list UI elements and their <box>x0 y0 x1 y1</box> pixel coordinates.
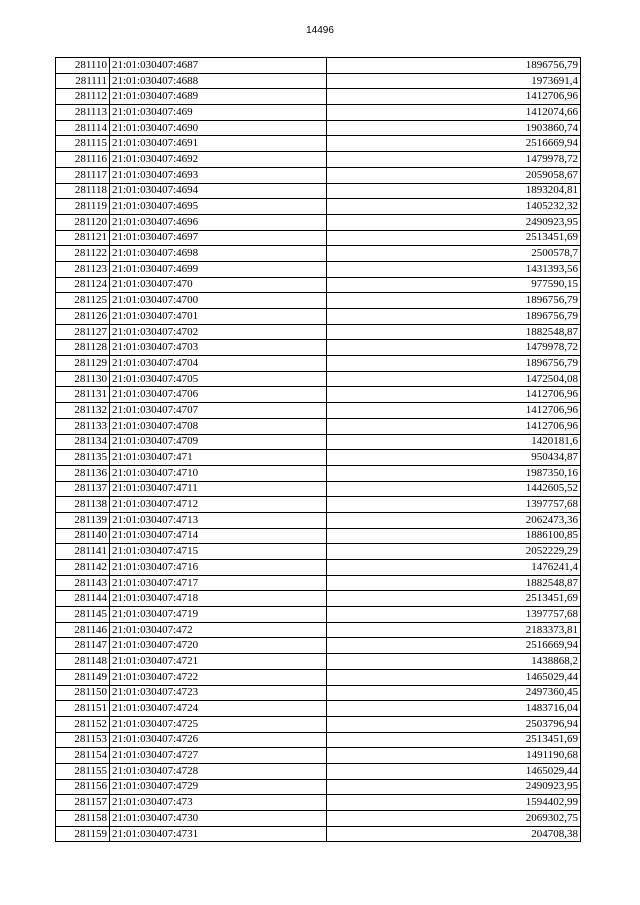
row-number-cell: 281137 <box>56 481 110 497</box>
cadastral-number-cell: 21:01:030407:4695 <box>110 199 327 215</box>
cadastral-value-cell: 1882548,87 <box>327 324 581 340</box>
page-number: 14496 <box>306 25 334 36</box>
table-body <box>56 58 581 842</box>
cadastral-number-cell: 21:01:030407:4723 <box>110 685 327 701</box>
table-row <box>56 152 581 168</box>
cadastral-number-cell: 21:01:030407:4700 <box>110 293 327 309</box>
row-number-cell: 281126 <box>56 309 110 325</box>
row-number-cell: 281110 <box>56 58 110 74</box>
cadastral-value-cell: 1412074,66 <box>327 105 581 121</box>
cadastral-value-cell: 1882548,87 <box>327 575 581 591</box>
cadastral-value-cell: 1472504,08 <box>327 371 581 387</box>
cadastral-number-cell: 21:01:030407:4710 <box>110 465 327 481</box>
cadastral-value-table <box>55 57 581 842</box>
row-number-cell: 281120 <box>56 214 110 230</box>
cadastral-value-cell: 950434,87 <box>327 450 581 466</box>
row-number-cell: 281133 <box>56 418 110 434</box>
cadastral-number-cell: 21:01:030407:4717 <box>110 575 327 591</box>
cadastral-number-cell: 21:01:030407:4693 <box>110 167 327 183</box>
table-row <box>56 701 581 717</box>
table-row <box>56 230 581 246</box>
row-number-cell: 281135 <box>56 450 110 466</box>
cadastral-value-cell: 1896756,79 <box>327 293 581 309</box>
row-number-cell: 281157 <box>56 795 110 811</box>
table-row <box>56 293 581 309</box>
table-row <box>56 136 581 152</box>
row-number-cell: 281121 <box>56 230 110 246</box>
table-row <box>56 528 581 544</box>
cadastral-value-cell: 204708,38 <box>327 826 581 842</box>
cadastral-value-cell: 1465029,44 <box>327 669 581 685</box>
row-number-cell: 281125 <box>56 293 110 309</box>
row-number-cell: 281155 <box>56 763 110 779</box>
row-number-cell: 281146 <box>56 622 110 638</box>
row-number-cell: 281150 <box>56 685 110 701</box>
cadastral-value-cell: 1412706,96 <box>327 418 581 434</box>
cadastral-number-cell: 21:01:030407:4726 <box>110 732 327 748</box>
cadastral-number-cell: 21:01:030407:4691 <box>110 136 327 152</box>
cadastral-number-cell: 21:01:030407:4727 <box>110 748 327 764</box>
table-row <box>56 58 581 74</box>
row-number-cell: 281111 <box>56 73 110 89</box>
cadastral-value-cell: 1594402,99 <box>327 795 581 811</box>
cadastral-value-cell: 1896756,79 <box>327 309 581 325</box>
cadastral-value-cell: 2059058,67 <box>327 167 581 183</box>
row-number-cell: 281154 <box>56 748 110 764</box>
row-number-cell: 281132 <box>56 403 110 419</box>
table-row <box>56 654 581 670</box>
cadastral-number-cell: 21:01:030407:4714 <box>110 528 327 544</box>
row-number-cell: 281151 <box>56 701 110 717</box>
table-row <box>56 622 581 638</box>
table-row <box>56 340 581 356</box>
cadastral-value-cell: 1412706,96 <box>327 89 581 105</box>
row-number-cell: 281159 <box>56 826 110 842</box>
cadastral-value-cell: 2513451,69 <box>327 732 581 748</box>
cadastral-value-cell: 2490923,95 <box>327 214 581 230</box>
row-number-cell: 281142 <box>56 560 110 576</box>
cadastral-value-cell: 1420181,6 <box>327 434 581 450</box>
table-row <box>56 638 581 654</box>
cadastral-value-cell: 1397757,68 <box>327 607 581 623</box>
cadastral-number-cell: 21:01:030407:4713 <box>110 512 327 528</box>
row-number-cell: 281114 <box>56 120 110 136</box>
cadastral-value-cell: 1987350,16 <box>327 465 581 481</box>
row-number-cell: 281115 <box>56 136 110 152</box>
table-row <box>56 748 581 764</box>
cadastral-number-cell: 21:01:030407:471 <box>110 450 327 466</box>
table-row <box>56 183 581 199</box>
table-row <box>56 544 581 560</box>
cadastral-number-cell: 21:01:030407:469 <box>110 105 327 121</box>
table-row <box>56 356 581 372</box>
cadastral-value-cell: 1479978,72 <box>327 152 581 168</box>
cadastral-number-cell: 21:01:030407:4699 <box>110 261 327 277</box>
table-row <box>56 560 581 576</box>
cadastral-number-cell: 21:01:030407:473 <box>110 795 327 811</box>
table-row <box>56 120 581 136</box>
row-number-cell: 281153 <box>56 732 110 748</box>
row-number-cell: 281145 <box>56 607 110 623</box>
row-number-cell: 281112 <box>56 89 110 105</box>
cadastral-value-cell: 1483716,04 <box>327 701 581 717</box>
table-row <box>56 324 581 340</box>
cadastral-number-cell: 21:01:030407:4698 <box>110 246 327 262</box>
cadastral-number-cell: 21:01:030407:4689 <box>110 89 327 105</box>
row-number-cell: 281141 <box>56 544 110 560</box>
cadastral-value-cell: 1438868,2 <box>327 654 581 670</box>
table-row <box>56 199 581 215</box>
cadastral-value-cell: 1412706,96 <box>327 403 581 419</box>
row-number-cell: 281129 <box>56 356 110 372</box>
cadastral-value-cell: 2500578,7 <box>327 246 581 262</box>
cadastral-value-cell: 1405232,32 <box>327 199 581 215</box>
table-row <box>56 214 581 230</box>
cadastral-value-cell: 1491190,68 <box>327 748 581 764</box>
table-row <box>56 418 581 434</box>
cadastral-number-cell: 21:01:030407:4721 <box>110 654 327 670</box>
table-row <box>56 575 581 591</box>
cadastral-number-cell: 21:01:030407:4694 <box>110 183 327 199</box>
table-row <box>56 105 581 121</box>
row-number-cell: 281134 <box>56 434 110 450</box>
cadastral-value-cell: 1903860,74 <box>327 120 581 136</box>
cadastral-value-cell: 1479978,72 <box>327 340 581 356</box>
cadastral-value-cell: 2516669,94 <box>327 638 581 654</box>
cadastral-number-cell: 21:01:030407:4724 <box>110 701 327 717</box>
cadastral-value-cell: 1896756,79 <box>327 58 581 74</box>
cadastral-number-cell: 21:01:030407:4725 <box>110 716 327 732</box>
cadastral-value-cell: 1465029,44 <box>327 763 581 779</box>
cadastral-number-cell: 21:01:030407:4719 <box>110 607 327 623</box>
cadastral-value-cell: 2490923,95 <box>327 779 581 795</box>
table-row <box>56 669 581 685</box>
table-row <box>56 89 581 105</box>
cadastral-value-cell: 2062473,36 <box>327 512 581 528</box>
cadastral-value-cell: 1893204,81 <box>327 183 581 199</box>
row-number-cell: 281118 <box>56 183 110 199</box>
row-number-cell: 281136 <box>56 465 110 481</box>
cadastral-number-cell: 21:01:030407:4687 <box>110 58 327 74</box>
row-number-cell: 281140 <box>56 528 110 544</box>
row-number-cell: 281123 <box>56 261 110 277</box>
cadastral-value-cell: 2513451,69 <box>327 230 581 246</box>
table-row <box>56 450 581 466</box>
cadastral-value-cell: 1442605,52 <box>327 481 581 497</box>
cadastral-number-cell: 21:01:030407:4729 <box>110 779 327 795</box>
table-row <box>56 732 581 748</box>
cadastral-number-cell: 21:01:030407:4697 <box>110 230 327 246</box>
row-number-cell: 281152 <box>56 716 110 732</box>
cadastral-number-cell: 21:01:030407:4712 <box>110 497 327 513</box>
row-number-cell: 281127 <box>56 324 110 340</box>
table-row <box>56 277 581 293</box>
cadastral-number-cell: 21:01:030407:4730 <box>110 811 327 827</box>
row-number-cell: 281119 <box>56 199 110 215</box>
cadastral-number-cell: 21:01:030407:4718 <box>110 591 327 607</box>
row-number-cell: 281156 <box>56 779 110 795</box>
cadastral-number-cell: 21:01:030407:4709 <box>110 434 327 450</box>
table-row <box>56 167 581 183</box>
table-row <box>56 309 581 325</box>
cadastral-value-cell: 977590,15 <box>327 277 581 293</box>
table-row <box>56 512 581 528</box>
cadastral-number-cell: 21:01:030407:4701 <box>110 309 327 325</box>
cadastral-number-cell: 21:01:030407:4711 <box>110 481 327 497</box>
row-number-cell: 281147 <box>56 638 110 654</box>
cadastral-number-cell: 21:01:030407:4728 <box>110 763 327 779</box>
cadastral-number-cell: 21:01:030407:4704 <box>110 356 327 372</box>
cadastral-number-cell: 21:01:030407:4706 <box>110 387 327 403</box>
cadastral-value-cell: 2183373,81 <box>327 622 581 638</box>
table-row <box>56 811 581 827</box>
row-number-cell: 281148 <box>56 654 110 670</box>
cadastral-number-cell: 21:01:030407:4731 <box>110 826 327 842</box>
table-row <box>56 481 581 497</box>
table-row <box>56 716 581 732</box>
table-row <box>56 685 581 701</box>
table-row <box>56 591 581 607</box>
cadastral-number-cell: 21:01:030407:4696 <box>110 214 327 230</box>
row-number-cell: 281116 <box>56 152 110 168</box>
row-number-cell: 281138 <box>56 497 110 513</box>
cadastral-value-cell: 1431393,56 <box>327 261 581 277</box>
table-row <box>56 763 581 779</box>
table-row <box>56 403 581 419</box>
cadastral-number-cell: 21:01:030407:4705 <box>110 371 327 387</box>
cadastral-value-cell: 1412706,96 <box>327 387 581 403</box>
cadastral-number-cell: 21:01:030407:4715 <box>110 544 327 560</box>
row-number-cell: 281149 <box>56 669 110 685</box>
cadastral-value-cell: 2503796,94 <box>327 716 581 732</box>
table-row <box>56 261 581 277</box>
table-row <box>56 826 581 842</box>
table-row <box>56 371 581 387</box>
cadastral-value-cell: 1973691,4 <box>327 73 581 89</box>
cadastral-value-cell: 1397757,68 <box>327 497 581 513</box>
row-number-cell: 281144 <box>56 591 110 607</box>
table-row <box>56 434 581 450</box>
table-row <box>56 795 581 811</box>
cadastral-value-cell: 1886100,85 <box>327 528 581 544</box>
table-row <box>56 607 581 623</box>
cadastral-value-cell: 2069302,75 <box>327 811 581 827</box>
cadastral-number-cell: 21:01:030407:4720 <box>110 638 327 654</box>
table-row <box>56 465 581 481</box>
table-row <box>56 387 581 403</box>
cadastral-number-cell: 21:01:030407:4692 <box>110 152 327 168</box>
cadastral-number-cell: 21:01:030407:4703 <box>110 340 327 356</box>
cadastral-value-cell: 1476241,4 <box>327 560 581 576</box>
cadastral-number-cell: 21:01:030407:4702 <box>110 324 327 340</box>
row-number-cell: 281139 <box>56 512 110 528</box>
cadastral-number-cell: 21:01:030407:4707 <box>110 403 327 419</box>
cadastral-number-cell: 21:01:030407:4690 <box>110 120 327 136</box>
cadastral-number-cell: 21:01:030407:4688 <box>110 73 327 89</box>
cadastral-number-cell: 21:01:030407:4708 <box>110 418 327 434</box>
row-number-cell: 281131 <box>56 387 110 403</box>
row-number-cell: 281122 <box>56 246 110 262</box>
cadastral-number-cell: 21:01:030407:4722 <box>110 669 327 685</box>
cadastral-value-cell: 2516669,94 <box>327 136 581 152</box>
table-row <box>56 779 581 795</box>
row-number-cell: 281124 <box>56 277 110 293</box>
row-number-cell: 281113 <box>56 105 110 121</box>
cadastral-value-cell: 2497360,45 <box>327 685 581 701</box>
cadastral-number-cell: 21:01:030407:470 <box>110 277 327 293</box>
table-row <box>56 246 581 262</box>
cadastral-number-cell: 21:01:030407:472 <box>110 622 327 638</box>
row-number-cell: 281117 <box>56 167 110 183</box>
cadastral-value-cell: 2513451,69 <box>327 591 581 607</box>
row-number-cell: 281130 <box>56 371 110 387</box>
cadastral-number-cell: 21:01:030407:4716 <box>110 560 327 576</box>
row-number-cell: 281128 <box>56 340 110 356</box>
table-row <box>56 497 581 513</box>
row-number-cell: 281143 <box>56 575 110 591</box>
cadastral-value-cell: 2052229,29 <box>327 544 581 560</box>
cadastral-value-cell: 1896756,79 <box>327 356 581 372</box>
table-row <box>56 73 581 89</box>
row-number-cell: 281158 <box>56 811 110 827</box>
